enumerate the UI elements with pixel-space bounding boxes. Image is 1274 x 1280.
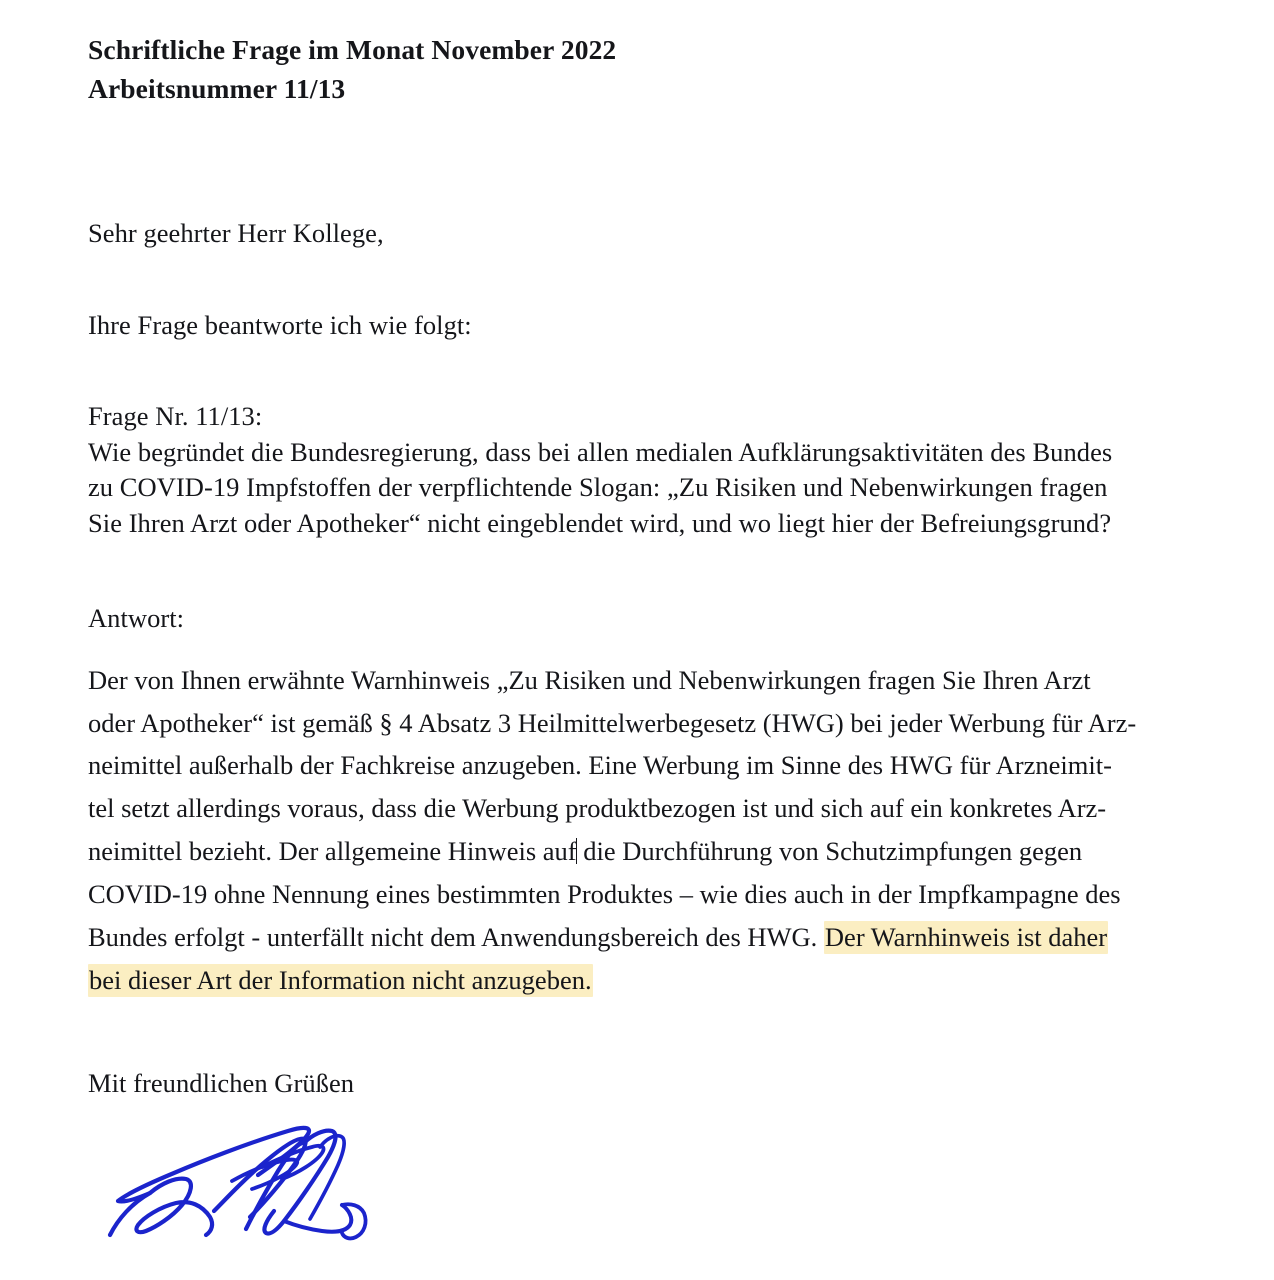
document-header bbox=[88, 30, 1238, 108]
answer-line: neimittel außerhalb der Fachkreise anzugeben. Eine Werbung im Sinne des HWG für Arzneimit- bbox=[88, 750, 1112, 781]
highlighted-text: bei dieser Art der Information nicht anzugeben. bbox=[89, 965, 592, 996]
signature-image bbox=[98, 1107, 428, 1257]
question-block bbox=[88, 399, 1238, 541]
header-title-line-2: Arbeitsnummer 11/13 bbox=[88, 73, 346, 105]
answer-line-highlight-end bbox=[88, 959, 1238, 1002]
answer-text-after-caret: die Durchführung von Schutzimpfungen gegen bbox=[576, 836, 1083, 867]
salutation: Sehr geehrter Herr Kollege, bbox=[88, 218, 384, 249]
answer-label: Antwort: bbox=[88, 603, 185, 634]
answer-line: COVID-19 ohne Nennung eines bestimmten Produktes – wie dies auch in der Impfkampagne des bbox=[88, 879, 1121, 910]
header-title-line-1: Schriftliche Frage im Monat November 2022 bbox=[88, 34, 617, 65]
intro-sentence: Ihre Frage beantworte ich wie folgt: bbox=[88, 309, 472, 340]
question-line: Sie Ihren Arzt oder Apotheker“ nicht eingeblendet wird, und wo liegt hier der Befreiungsgrund? bbox=[88, 507, 1112, 538]
question-line: zu COVID-19 Impfstoffen der verpflichtende Slogan: „Zu Risiken und Nebenwirkungen fragen bbox=[88, 472, 1108, 503]
answer-line-highlight-start bbox=[88, 916, 1238, 959]
question-label: Frage Nr. 11/13: bbox=[88, 401, 263, 432]
answer-line: tel setzt allerdings voraus, dass die Werbung produktbezogen ist und sich auf ein konkretes Arz- bbox=[88, 793, 1107, 824]
highlighted-text: Der Warnhinweis ist daher bbox=[824, 922, 1108, 953]
answer-line: oder Apotheker“ ist gemäß § 4 Absatz 3 Heilmittelwerbegesetz (HWG) bei jeder Werbung für Arz- bbox=[88, 707, 1137, 738]
question-line: Wie begründet die Bundesregierung, dass bei allen medialen Aufklärungsaktivitäten des Bundes bbox=[88, 436, 1113, 467]
answer-body bbox=[88, 659, 1238, 1002]
answer-text-plain: Bundes erfolgt - unterfällt nicht dem Anwendungsbereich des HWG. bbox=[88, 922, 824, 953]
answer-line: Der von Ihnen erwähnte Warnhinweis „Zu Risiken und Nebenwirkungen fragen Sie Ihren Arzt bbox=[88, 664, 1091, 695]
closing-greeting: Mit freundlichen Grüßen bbox=[88, 1067, 355, 1098]
answer-text-before-caret: neimittel bezieht. Der allgemeine Hinweis auf bbox=[88, 836, 577, 867]
answer-line-with-caret bbox=[88, 830, 1238, 873]
